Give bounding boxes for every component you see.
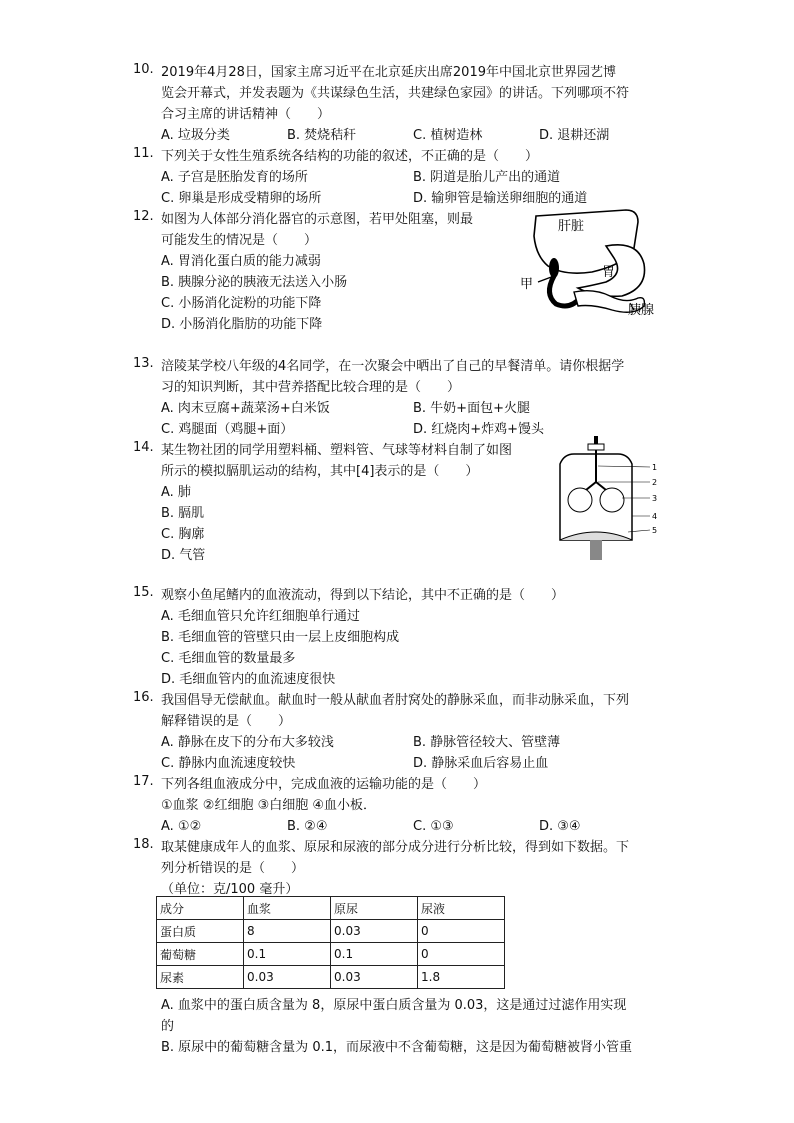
question-text-line: 下列各组血液成分中，完成血液的运输功能的是（ ） bbox=[161, 777, 487, 792]
question-text-line: 下列关于女性生殖系统各结构的功能的叙述，不正确的是（ ） bbox=[161, 149, 539, 164]
question-13 bbox=[133, 356, 668, 398]
question-text-line: 解释错误的是（ ） bbox=[161, 714, 292, 729]
question-18 bbox=[133, 837, 668, 900]
question-16 bbox=[133, 690, 668, 732]
option-b: B. ②④ bbox=[287, 819, 328, 834]
question-number: 12. bbox=[133, 209, 154, 224]
option-b: B. 焚烧秸秆 bbox=[287, 128, 357, 143]
option-a: A. 血浆中的蛋白质含量为 8，原尿中蛋白质含量为 0.03，这是通过过滤作用实现 bbox=[161, 998, 627, 1013]
question-text-line: ①血浆 ②红细胞 ③白细胞 ④血小板． bbox=[161, 798, 377, 813]
question-text-line: 列分析错误的是（ ） bbox=[161, 861, 305, 876]
option-d: D. ③④ bbox=[539, 819, 581, 834]
option-b: B. 膈肌 bbox=[161, 506, 205, 521]
option-a: A. 肉末豆腐+蔬菜汤+白米饭 bbox=[161, 401, 330, 416]
question-10 bbox=[133, 62, 668, 125]
option-a: A. 子宫是胚胎发育的场所 bbox=[161, 170, 308, 185]
label-5: 5 bbox=[652, 526, 658, 535]
table-row bbox=[157, 920, 505, 943]
question-text-line: 2019年4月28日，国家主席习近平在北京延庆出席2019年中国北京世界园艺博 bbox=[161, 65, 616, 80]
option-a: A. 肺 bbox=[161, 485, 191, 500]
question-number: 17. bbox=[133, 774, 154, 789]
label-1: 1 bbox=[652, 463, 658, 472]
composition-table bbox=[156, 896, 505, 989]
table-cell: 0.03 bbox=[331, 966, 418, 989]
table-cell: 尿素 bbox=[157, 966, 244, 989]
option-a: A. ①② bbox=[161, 819, 202, 834]
table-header: 血浆 bbox=[244, 897, 331, 920]
option-a: A. 垃圾分类 bbox=[161, 128, 230, 143]
question-number: 10. bbox=[133, 62, 154, 77]
option-a: A. 胃消化蛋白质的能力减弱 bbox=[161, 254, 321, 269]
question-text-line: 览会开幕式，并发表题为《共谋绿色生活，共建绿色家园》的讲话。下列哪项不符 bbox=[161, 86, 630, 101]
option-c: C. 卵巢是形成受精卵的场所 bbox=[161, 191, 322, 206]
stopper bbox=[588, 444, 604, 450]
table-row bbox=[157, 943, 505, 966]
table-header: 成分 bbox=[157, 897, 244, 920]
question-text-line: 如图为人体部分消化器官的示意图，若甲处阻塞，则最 bbox=[161, 212, 474, 227]
question-number: 16. bbox=[133, 690, 154, 705]
question-number: 14. bbox=[133, 440, 154, 455]
question-text-line: 观察小鱼尾鳍内的血液流动，得到以下结论，其中不正确的是（ ） bbox=[161, 588, 565, 603]
option-c: C. 毛细血管的数量最多 bbox=[161, 651, 296, 666]
option-a: A. 静脉在皮下的分布大多较浅 bbox=[161, 735, 334, 750]
left-balloon bbox=[568, 488, 592, 512]
liver-label: 肝脏 bbox=[558, 219, 585, 234]
option-c: C. 胸廓 bbox=[161, 527, 205, 542]
option-d: D. 气管 bbox=[161, 548, 206, 563]
jia-label: 甲 bbox=[520, 277, 534, 292]
table-cell: 1.8 bbox=[418, 966, 505, 989]
question-text-line: 某生物社团的同学用塑料桶、塑料管、气球等材料自制了如图 bbox=[161, 443, 513, 458]
question-text-line: 涪陵某学校八年级的4名同学，在一次聚会中晒出了自己的早餐清单。请你根据学 bbox=[161, 359, 625, 374]
label-4: 4 bbox=[652, 512, 658, 521]
gallbladder-shape bbox=[549, 258, 559, 278]
option-d: D. 退耕还湖 bbox=[539, 128, 610, 143]
right-balloon bbox=[600, 488, 624, 512]
question-11 bbox=[133, 146, 668, 167]
question-text-line: 我国倡导无偿献血。献血时一般从献血者肘窝处的静脉采血，而非动脉采血，下列 bbox=[161, 693, 630, 708]
option-d: D. 输卵管是输送卵细胞的通道 bbox=[413, 191, 588, 206]
option-b: B. 静脉管径较大、管壁薄 bbox=[413, 735, 561, 750]
table-header: 原尿 bbox=[331, 897, 418, 920]
option-b: B. 阴道是胎儿产出的通道 bbox=[413, 170, 561, 185]
stomach-label: 胃 bbox=[602, 265, 616, 280]
table-cell: 0.1 bbox=[331, 943, 418, 966]
option-b: B. 牛奶+面包+火腿 bbox=[413, 401, 530, 416]
option-a: A. 毛细血管只允许红细胞单行通过 bbox=[161, 609, 360, 624]
table-cell: 0.1 bbox=[244, 943, 331, 966]
question-text-line: 取某健康成年人的血浆、原尿和尿液的部分成分进行分析比较，得到如下数据。下 bbox=[161, 840, 630, 855]
option-d: D. 毛细血管内的血流速度很快 bbox=[161, 672, 336, 687]
option-c: C. 鸡腿面（鸡腿+面） bbox=[161, 422, 294, 437]
question-text-line: 合习主席的讲话精神（ ） bbox=[161, 107, 331, 122]
option-b: B. 原尿中的葡萄糖含量为 0.1，而尿液中不含葡萄糖，这是因为葡萄糖被肾小管重 bbox=[161, 1040, 632, 1055]
unit-line: （单位：克/100 毫升） bbox=[161, 882, 299, 897]
option-d: D. 红烧肉+炸鸡+馒头 bbox=[413, 422, 545, 437]
pull-handle bbox=[590, 540, 602, 560]
option-c: C. 静脉内血流速度较快 bbox=[161, 756, 296, 771]
table-cell: 0 bbox=[418, 943, 505, 966]
option-c: C. 小肠消化淀粉的功能下降 bbox=[161, 296, 322, 311]
table-header-row bbox=[157, 897, 505, 920]
label-3: 3 bbox=[652, 494, 658, 503]
option-a-continued: 的 bbox=[161, 1019, 175, 1034]
question-text-line: 习的知识判断，其中营养搭配比较合理的是（ ） bbox=[161, 380, 461, 395]
pancreas-label: 胰腺 bbox=[628, 303, 655, 318]
digestive-organs-figure bbox=[514, 206, 664, 324]
table-header: 尿液 bbox=[418, 897, 505, 920]
label-2: 2 bbox=[652, 478, 658, 487]
option-d: D. 静脉采血后容易止血 bbox=[413, 756, 549, 771]
option-b: B. 胰腺分泌的胰液无法送入小肠 bbox=[161, 275, 348, 290]
option-c: C. ①③ bbox=[413, 819, 454, 834]
question-number: 11. bbox=[133, 146, 154, 161]
diaphragm-model-figure bbox=[552, 436, 662, 562]
question-number: 15. bbox=[133, 585, 154, 600]
duodenum-shape bbox=[549, 276, 580, 306]
question-text-line: 可能发生的情况是（ ） bbox=[161, 233, 318, 248]
option-d: D. 小肠消化脂肪的功能下降 bbox=[161, 317, 323, 332]
table-cell: 葡萄糖 bbox=[157, 943, 244, 966]
table-cell: 0.03 bbox=[244, 966, 331, 989]
question-number: 18. bbox=[133, 837, 154, 852]
question-15 bbox=[133, 585, 668, 606]
question-text-line: 所示的模拟膈肌运动的结构，其中[4]表示的是（ ） bbox=[161, 464, 479, 479]
question-number: 13. bbox=[133, 356, 154, 371]
table-cell: 0 bbox=[418, 920, 505, 943]
table-cell: 0.03 bbox=[331, 920, 418, 943]
question-17 bbox=[133, 774, 668, 816]
table-cell: 蛋白质 bbox=[157, 920, 244, 943]
option-b: B. 毛细血管的管壁只由一层上皮细胞构成 bbox=[161, 630, 400, 645]
option-c: C. 植树造林 bbox=[413, 128, 483, 143]
table-cell: 8 bbox=[244, 920, 331, 943]
table-row bbox=[157, 966, 505, 989]
